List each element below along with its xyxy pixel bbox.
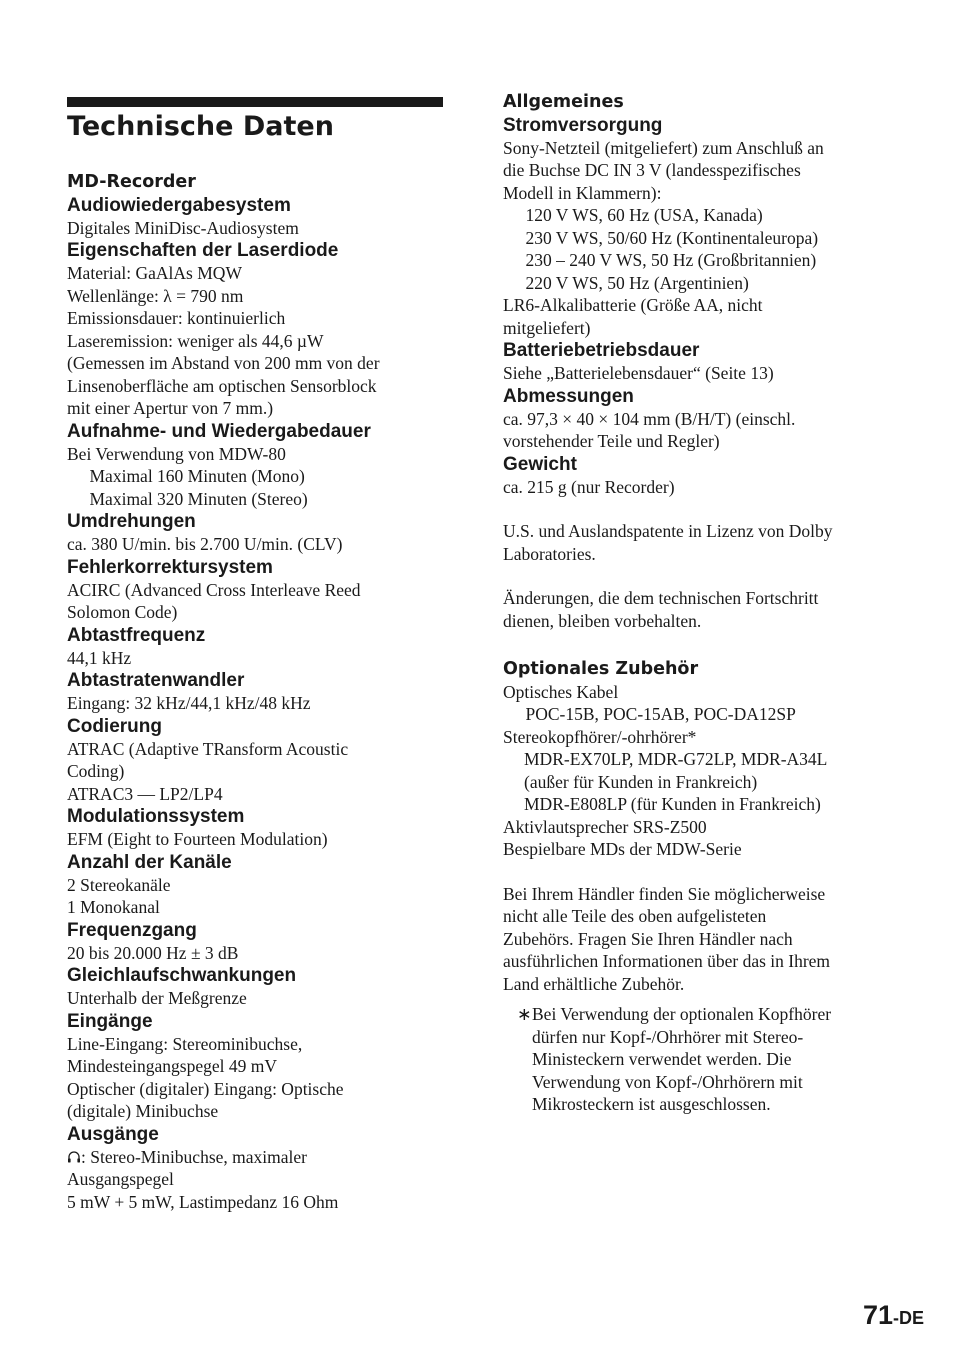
accessory-line: Aktivlautsprecher SRS-Z500 (503, 816, 707, 837)
footnote-line: Verwendung von Kopf-/Ohrhörern mit (532, 1071, 803, 1092)
spec-line: Solomon Code) (67, 602, 178, 622)
spec-line: (Gemessen im Abstand von 200 mm von der (67, 353, 380, 373)
heading-abtastratenwandler: Abtastratenwandler (67, 670, 245, 691)
heading-audiowiedergabesystem: Audiowiedergabesystem (67, 194, 291, 216)
spec-line: Material: GaAlAs MQW (67, 263, 242, 283)
spec-line: ca. 97,3 × 40 × 104 mm (B/H/T) (einschl. (503, 408, 796, 429)
spec-line: Siehe „Batterielebensdauer“ (Seite 13) (503, 363, 774, 383)
spec-line: Laseremission: weniger als 44,6 µW (67, 330, 324, 351)
spec-line: 120 V WS, 60 Hz (USA, Kanada) (525, 205, 763, 225)
spec-line: ATRAC (Adaptive TRansform Acoustic (67, 738, 349, 759)
spec-line: 220 V WS, 50 Hz (Argentinien) (525, 272, 749, 293)
spec-line: ca. 215 g (nur Recorder) (503, 476, 675, 497)
accessory-line: Bespielbare MDs der MDW-Serie (503, 839, 742, 859)
heading-aufnahmedauer: Aufnahme- und Wiedergabedauer (67, 420, 371, 442)
heading-abtastfrequenz: Abtastfrequenz (67, 624, 206, 646)
spec-line: die Buchse DC IN 3 V (landesspezifisches (503, 160, 801, 180)
spec-line: 5 mW + 5 mW, Lastimpedanz 16 Ohm (67, 1191, 339, 1212)
heading-eingaenge: Eingänge (67, 1010, 153, 1032)
heading-abmessungen: Abmessungen (503, 385, 634, 407)
spec-line: 20 bis 20.000 Hz ± 3 dB (67, 942, 239, 963)
spec-line: mitgeliefert) (503, 317, 591, 338)
page-number-suffix: -DE (893, 1308, 924, 1328)
spec-line: 230 V WS, 50/60 Hz (Kontinentaleuropa) (525, 227, 819, 248)
spec-line: Maximal 320 Minuten (Stereo) (89, 488, 308, 509)
heading-gleichlauf: Gleichlaufschwankungen (67, 965, 297, 986)
spec-line: 230 – 240 V WS, 50 Hz (Großbritannien) (525, 250, 817, 270)
accessory-line: (außer für Kunden in Frankreich) (524, 771, 758, 792)
spec-line: Emissionsdauer: kontinuierlich (67, 308, 286, 328)
heading-ausgaenge: Ausgänge (67, 1123, 159, 1145)
patent-line: Laboratories. (503, 543, 596, 564)
spec-line: Ausgangspegel (67, 1169, 174, 1189)
spec-line: ATRAC3 — LP2/LP4 (67, 783, 223, 804)
heading-gewicht: Gewicht (503, 453, 577, 475)
left-column (67, 0, 445, 1213)
dealer-line: Land erhältliche Zubehör. (503, 973, 685, 994)
section-md-recorder: MD-Recorder (67, 172, 196, 192)
changes-line: dienen, bleiben vorbehalten. (503, 610, 702, 631)
accessory-line: MDR-E808LP (für Kunden in Frankreich) (524, 794, 821, 814)
spec-line: 2 Stereokanäle (67, 874, 171, 895)
spec-line: Sony-Netzteil (mitgeliefert) zum Anschluß an (503, 137, 824, 158)
footnote-line: Ministeckern verwendet werden. Die (532, 1049, 792, 1069)
spec-line: Line-Eingang: Stereominibuchse, (67, 1033, 303, 1054)
page-number-value: 71 (862, 1300, 893, 1330)
right-column (503, 0, 893, 1116)
spec-line: Wellenlänge: λ = 790 nm (67, 285, 244, 306)
spec-line: (digitale) Minibuchse (67, 1101, 219, 1121)
footnote-line: ∗ Bei Verwendung der optionalen Kopfhörer (517, 1004, 832, 1024)
section-optionales-zubehoer: Optionales Zubehör (503, 659, 699, 679)
spec-line: mit einer Apertur von 7 mm.) (67, 398, 274, 418)
spec-line: LR6-Alkalibatterie (Größe AA, nicht (503, 295, 763, 315)
page-number (863, 1300, 924, 1331)
spec-line: vorstehender Teile und Regler) (503, 431, 720, 451)
dealer-line: nicht alle Teile des oben aufgelisteten (503, 906, 767, 926)
heading-codierung: Codierung (67, 715, 162, 737)
accessory-line: POC-15B, POC-15AB, POC-DA12SP (525, 704, 796, 724)
accessory-line: MDR-EX70LP, MDR-G72LP, MDR-A34L (524, 749, 828, 769)
heading-laserdiode: Eigenschaften der Laserdiode (67, 240, 339, 261)
spec-line: Digitales MiniDisc-Audiosystem (67, 217, 299, 238)
patent-line: U.S. und Auslandspatente in Lizenz von Dolby (503, 521, 833, 541)
heading-fehlerkorrektur: Fehlerkorrektursystem (67, 556, 273, 578)
heading-kanaele: Anzahl der Kanäle (67, 851, 232, 873)
dealer-line: Bei Ihrem Händler finden Sie möglicherweise (503, 883, 826, 904)
changes-line: Änderungen, die dem technischen Fortschritt (503, 588, 819, 608)
footnote-line: Mikrosteckern ist ausgeschlossen. (532, 1094, 771, 1114)
spec-line: Optischer (digitaler) Eingang: Optische (67, 1078, 344, 1099)
footnote-asterisk: ∗ (517, 1004, 532, 1024)
spec-line: Unterhalb der Meßgrenze (67, 988, 247, 1008)
spec-line: Maximal 160 Minuten (Mono) (89, 466, 305, 486)
spec-line: Linsenoberfläche am optischen Sensorblock (67, 375, 377, 396)
spec-line: : Stereo-Minibuchse, maximaler (67, 1146, 445, 1169)
spec-line: EFM (Eight to Fourteen Modulation) (67, 829, 328, 849)
accessory-line: Stereokopfhörer/-ohrhörer* (503, 726, 697, 747)
section-allgemeines: Allgemeines (503, 92, 624, 112)
heading-stromversorgung: Stromversorgung (503, 114, 663, 136)
heading-modulation: Modulationssystem (67, 806, 245, 827)
heading-batteriedauer: Batteriebetriebsdauer (503, 340, 700, 361)
page-title: Technische Daten (67, 111, 334, 142)
dealer-line: Zubehörs. Fragen Sie Ihren Händler nach (503, 928, 793, 949)
accessory-line: Optisches Kabel (503, 681, 619, 702)
spec-line: Modell in Klammern): (503, 182, 662, 203)
footnote-line: dürfen nur Kopf-/Ohrhörer mit Stereo- (532, 1026, 804, 1047)
spec-line: 1 Monokanal (67, 897, 160, 917)
spec-line: ca. 380 U/min. bis 2.700 U/min. (CLV) (67, 534, 343, 554)
spec-line: Coding) (67, 761, 125, 781)
heading-frequenzgang: Frequenzgang (67, 919, 197, 941)
spec-line: 44,1 kHz (67, 647, 132, 668)
dealer-line: ausführlichen Informationen über das in Ihrem (503, 951, 831, 971)
heading-umdrehungen: Umdrehungen (67, 511, 196, 532)
spec-line: Eingang: 32 kHz/44,1 kHz/48 kHz (67, 693, 311, 713)
spec-line: Mindesteingangspegel 49 mV (67, 1056, 277, 1076)
spec-line: Bei Verwendung von MDW-80 (67, 443, 286, 464)
spec-line: ACIRC (Advanced Cross Interleave Reed (67, 579, 361, 600)
headphones-icon (67, 1146, 81, 1169)
